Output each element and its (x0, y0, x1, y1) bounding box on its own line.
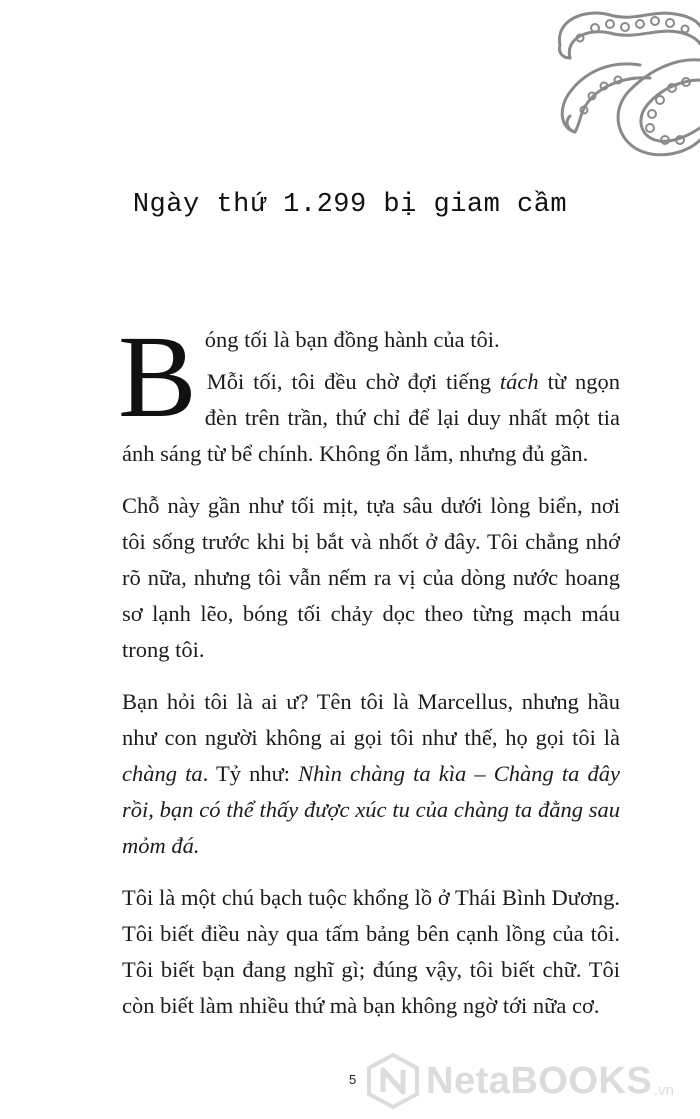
watermark-brand: NetaBOOKS (426, 1060, 653, 1102)
netabooks-logo-icon (364, 1052, 422, 1110)
paragraph-4-text-a: Bạn hỏi tôi là ai ư? Tên tôi là Marcellus, nhưng hầu như con người không ai gọi tôi như thế, họ gọi tôi là (122, 689, 620, 750)
body-text (118, 311, 620, 1040)
watermark-domain: .vn (654, 1082, 675, 1099)
chapter-title: Ngày thứ 1.299 bị giam cầm (132, 190, 568, 220)
paragraph-1-text: óng tối là bạn đồng hành của tôi. (204, 327, 500, 352)
watermark (364, 1052, 694, 1112)
paragraph-2-text-b: từ ngọn đèn trên trần, thứ chỉ để lại duy nhất một tia ánh sáng từ bể chính. Không ổn lắm, nhưng đủ gần. (122, 369, 620, 466)
paragraph-5: Tôi là một chú bạch tuộc khổng lồ ở Thái Bình Dương. Tôi biết điều này qua tấm bảng bên cạnh lồng của tôi. Tôi biết bạn đang nghĩ gì; đúng vậy, tôi biết chữ. Tôi còn biết làm nhiều thứ mà bạn không ngờ tới nữa cơ. (122, 885, 620, 1018)
paragraph-2-text-a: Mỗi tối, tôi đều chờ đợi tiếng (206, 369, 500, 394)
page-number: 5 (349, 1072, 357, 1087)
paragraph-2-italic: tách (499, 369, 539, 394)
paragraph-4-text-b: . Tỷ như: (202, 761, 299, 786)
octopus-tentacle-icon (500, 0, 700, 180)
paragraph-4 (122, 684, 620, 864)
paragraph-4-italic-2: Nhìn chàng ta kìa – Chàng ta đây rồi, bạn có thể thấy được xúc tu của chàng ta đằng sau mỏm đá. (122, 761, 620, 858)
paragraph-3: Chỗ này gần như tối mịt, tựa sâu dưới lòng biển, nơi tôi sống trước khi bị bắt và nhốt ở đây. Tôi chẳng nhớ rõ nữa, nhưng tôi vẫn nếm ra vị của dòng nước hoang sơ lạnh lẽo, bóng tối chảy dọc theo từng mạch máu trong tôi. (122, 493, 620, 662)
paragraph-4-italic-1: chàng ta (122, 761, 203, 786)
drop-cap: B (118, 311, 197, 442)
